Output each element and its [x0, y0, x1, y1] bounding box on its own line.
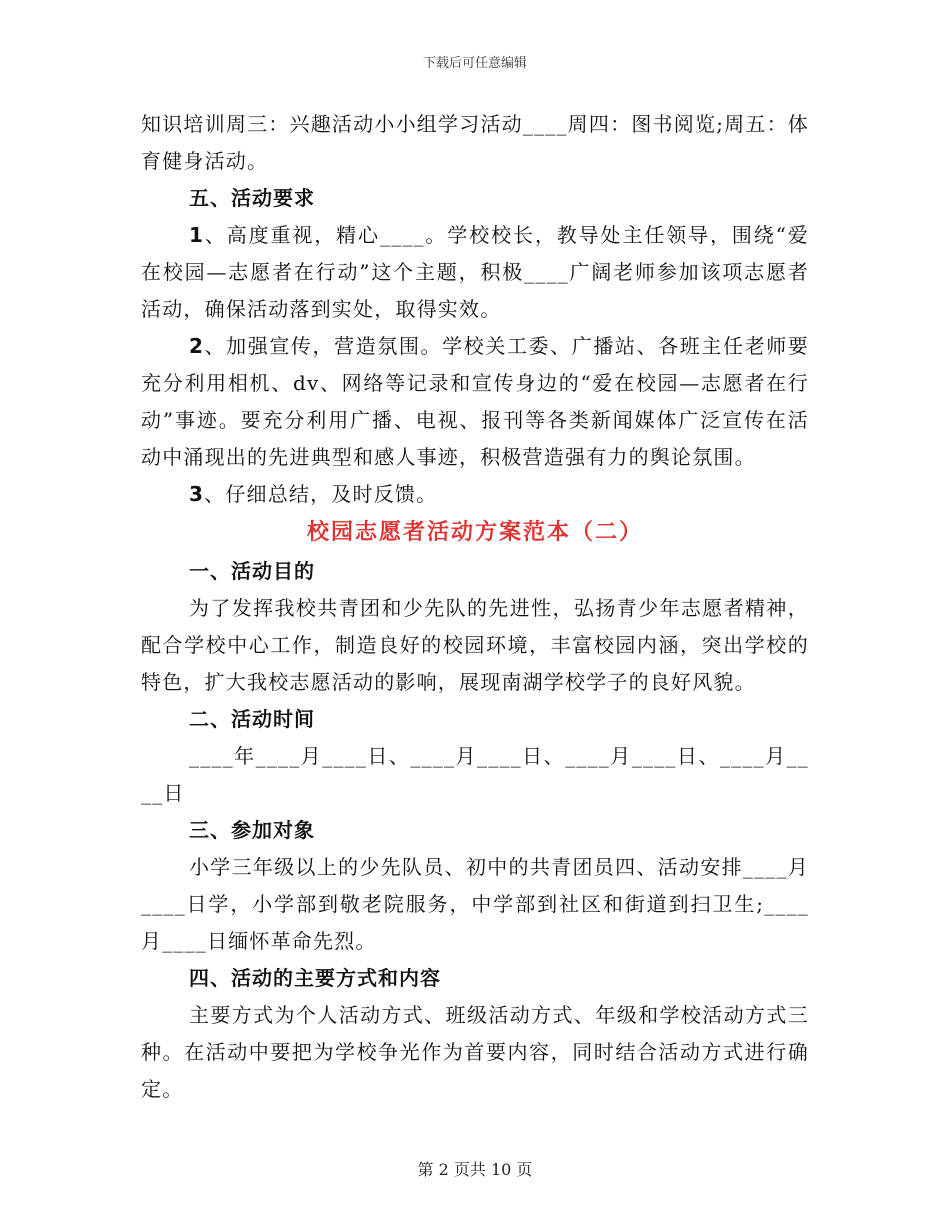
requirement-3-number: 3: [189, 482, 205, 506]
requirement-1-number: 1: [189, 223, 205, 247]
requirement-1-text: 、高度重视，精心____。学校校长，教导处主任领导，围绕“爱在校园—志愿者在行动”这个主题，积极____广阔老师参加该项志愿者活动，确保活动落到实处，取得实效。: [141, 223, 809, 321]
heading-participants: 三、参加对象: [189, 818, 315, 842]
section-title: 校园志愿者活动方案范本（二）: [306, 520, 643, 545]
requirement-2: [141, 328, 809, 476]
heading-methods: 四、活动的主要方式和内容: [189, 966, 441, 990]
requirement-2-text: 、加强宣传，营造氛围。学校关工委、广播站、各班主任老师要充分利用相机、dv、网络等记录和宣传身边的“爱在校园—志愿者在行动”事迹。要充分利用广播、电视、报刊等各类新闻媒体广泛宣传在活动中涌现出的先进典型和感人事迹，积极营造强有力的舆论氛围。: [141, 334, 809, 469]
document-body: [141, 106, 809, 1108]
requirement-1: [141, 217, 809, 328]
paragraph-participants: 小学三年级以上的少先队员、初中的共青团员四、活动安排____月____日学，小学部到敬老院服务，中学部到社区和街道到扫卫生;____月____日缅怀革命先烈。: [141, 855, 809, 953]
paragraph-time: ____年____月____日、____月____日、____月____日、____月____日: [141, 744, 809, 805]
paragraph-purpose: 为了发挥我校共青团和少先队的先进性，弘扬青少年志愿者精神，配合学校中心工作，制造良好的校园环境，丰富校园内涵，突出学校的特色，扩大我校志愿活动的影响，展现南湖学校学子的良好风貌。: [141, 596, 809, 694]
requirement-3-text: 、仔细总结，及时反馈。: [204, 482, 438, 506]
heading-time: 二、活动时间: [189, 707, 315, 731]
heading-purpose: 一、活动目的: [189, 559, 315, 583]
paragraph-methods: 主要方式为个人活动方式、班级活动方式、年级和学校活动方式三种。在活动中要把为学校争光作为首要内容，同时结合活动方式进行确定。: [141, 1003, 809, 1101]
heading-requirements: 五、活动要求: [189, 186, 315, 210]
requirement-2-number: 2: [189, 334, 205, 358]
requirement-3: [141, 476, 809, 513]
page-header: 下载后可任意编辑: [422, 56, 527, 71]
page-footer: 第 2 页共 10 页: [417, 1160, 533, 1179]
paragraph-schedule: 知识培训周三：兴趣活动小小组学习活动____周四：图书阅览;周五：体育健身活动。: [141, 112, 809, 173]
